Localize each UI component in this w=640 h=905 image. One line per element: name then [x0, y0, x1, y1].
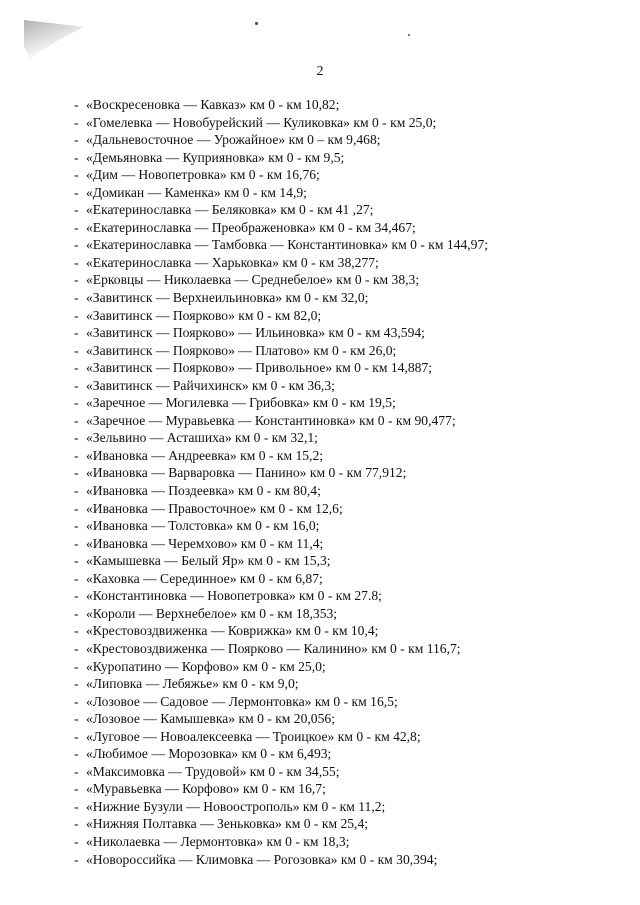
- list-bullet-dash: -: [74, 518, 79, 534]
- road-entry-text: «Завитинск — Райчихинск» км 0 - км 36,3;: [86, 377, 335, 393]
- road-entry-text: «Ивановка — Толстовка» км 0 - км 16,0;: [86, 518, 320, 534]
- road-entry-text: «Екатеринославка — Тамбовка — Константиновка» км 0 - км 144,97;: [86, 237, 489, 253]
- list-bullet-dash: -: [74, 307, 79, 323]
- list-item: [74, 745, 620, 763]
- road-entry-text: «Каховка — Серединное» км 0 - км 6,87;: [86, 570, 323, 586]
- list-bullet-dash: -: [74, 781, 79, 797]
- road-entry-text: «Крестовоздвиженка — Коврижка» км 0 - км 10,4;: [86, 623, 379, 639]
- list-bullet-dash: -: [74, 851, 79, 867]
- list-item: [74, 833, 620, 851]
- list-bullet-dash: -: [74, 676, 79, 692]
- list-bullet-dash: -: [74, 535, 79, 551]
- list-bullet-dash: -: [74, 412, 79, 428]
- road-entry-text: «Демьяновка — Куприяновка» км 0 - км 9,5;: [86, 149, 345, 165]
- road-entry-text: «Заречное — Муравьевка — Константиновка» км 0 - км 90,477;: [86, 412, 456, 428]
- list-item: [74, 131, 620, 149]
- road-entry-text: «Ивановка — Поздеевка» км 0 - км 80,4;: [86, 483, 321, 499]
- list-item: [74, 552, 620, 570]
- road-list: [74, 96, 620, 868]
- road-entry-text: «Ивановка — Правосточное» км 0 - км 12,6;: [86, 500, 343, 516]
- road-entry-text: «Муравьевка — Корфово» км 0 - км 16,7;: [86, 781, 326, 797]
- list-item: [74, 447, 620, 465]
- list-item: [74, 763, 620, 781]
- list-item: [74, 201, 620, 219]
- road-entry-text: «Луговое — Новоалексеевка — Троицкое» км 0 - км 42,8;: [86, 728, 421, 744]
- list-item: [74, 640, 620, 658]
- road-entry-text: «Зельвино — Асташиха» км 0 - км 32,1;: [86, 430, 318, 446]
- list-bullet-dash: -: [74, 395, 79, 411]
- list-bullet-dash: -: [74, 290, 79, 306]
- list-bullet-dash: -: [74, 132, 79, 148]
- list-item: [74, 622, 620, 640]
- list-bullet-dash: -: [74, 360, 79, 376]
- list-item: [74, 96, 620, 114]
- list-item: [74, 570, 620, 588]
- list-item: [74, 359, 620, 377]
- list-item: [74, 815, 620, 833]
- road-entry-text: «Лозовое — Садовое — Лермонтовка» км 0 - км 16,5;: [86, 693, 398, 709]
- road-entry-text: «Завитинск — Поярково» км 0 - км 82,0;: [86, 307, 322, 323]
- list-bullet-dash: -: [74, 605, 79, 621]
- road-entry-text: «Новороссийка — Климовка — Рогозовка» км 0 - км 30,394;: [86, 851, 438, 867]
- list-bullet-dash: -: [74, 237, 79, 253]
- list-item: [74, 166, 620, 184]
- road-entry-text: «Ивановка — Андреевка» км 0 - км 15,2;: [86, 447, 324, 463]
- list-bullet-dash: -: [74, 447, 79, 463]
- list-bullet-dash: -: [74, 746, 79, 762]
- scan-artifact: [24, 20, 84, 58]
- list-item: [74, 517, 620, 535]
- list-bullet-dash: -: [74, 483, 79, 499]
- list-item: [74, 236, 620, 254]
- list-item: [74, 728, 620, 746]
- list-bullet-dash: -: [74, 377, 79, 393]
- list-item: [74, 289, 620, 307]
- road-entry-text: «Екатеринославка — Харьковка» км 0 - км 38,277;: [86, 254, 379, 270]
- list-item: [74, 500, 620, 518]
- list-bullet-dash: -: [74, 254, 79, 270]
- list-item: [74, 482, 620, 500]
- road-entry-text: «Ерковцы — Николаевка — Среднебелое» км 0 - км 38,3;: [86, 272, 420, 288]
- road-entry-text: «Гомелевка — Новобурейский — Куликовка» км 0 - км 25,0;: [86, 114, 437, 130]
- list-item: [74, 851, 620, 869]
- scan-speck: [408, 34, 410, 36]
- list-item: [74, 394, 620, 412]
- road-entry-text: «Нижняя Полтавка — Зеньковка» км 0 - км 25,4;: [86, 816, 369, 832]
- list-bullet-dash: -: [74, 184, 79, 200]
- list-item: [74, 710, 620, 728]
- list-bullet-dash: -: [74, 553, 79, 569]
- road-entry-text: «Дальневосточное — Урожайное» км 0 – км 9,468;: [86, 132, 381, 148]
- list-item: [74, 307, 620, 325]
- list-item: [74, 798, 620, 816]
- list-item: [74, 324, 620, 342]
- road-entry-text: «Домикан — Каменка» км 0 - км 14,9;: [86, 184, 307, 200]
- list-bullet-dash: -: [74, 570, 79, 586]
- list-item: [74, 535, 620, 553]
- road-entry-text: «Дим — Новопетровка» км 0 - км 16,76;: [86, 167, 320, 183]
- list-item: [74, 412, 620, 430]
- list-bullet-dash: -: [74, 500, 79, 516]
- list-bullet-dash: -: [74, 623, 79, 639]
- road-entry-text: «Куропатино — Корфово» км 0 - км 25,0;: [86, 658, 326, 674]
- list-item: [74, 342, 620, 360]
- list-bullet-dash: -: [74, 693, 79, 709]
- road-entry-text: «Воскресеновка — Кавказ» км 0 - км 10,82;: [86, 97, 340, 112]
- road-entry-text: «Липовка — Лебяжье» км 0 - км 9,0;: [86, 676, 299, 692]
- list-item: [74, 254, 620, 272]
- road-entry-text: «Завитинск — Поярково» — Ильиновка» км 0 - км 43,594;: [86, 325, 425, 341]
- list-bullet-dash: -: [74, 465, 79, 481]
- road-entry-text: «Константиновка — Новопетровка» км 0 - км 27.8;: [86, 588, 382, 604]
- road-entry-text: «Екатеринославка — Преображеновка» км 0 - км 34,467;: [86, 219, 416, 235]
- road-entry-text: «Короли — Верхнебелое» км 0 - км 18,353;: [86, 605, 338, 621]
- list-bullet-dash: -: [74, 219, 79, 235]
- list-item: [74, 587, 620, 605]
- list-bullet-dash: -: [74, 202, 79, 218]
- list-item: [74, 219, 620, 237]
- list-bullet-dash: -: [74, 728, 79, 744]
- list-item: [74, 675, 620, 693]
- road-entry-text: «Любимое — Морозовка» км 0 - км 6,493;: [86, 746, 332, 762]
- list-bullet-dash: -: [74, 798, 79, 814]
- road-entry-text: «Екатеринославка — Беляковка» км 0 - км 41 ,27;: [86, 202, 374, 218]
- list-item: [74, 184, 620, 202]
- road-entry-text: «Ивановка — Черемхово» км 0 - км 11,4;: [86, 535, 324, 551]
- road-entry-text: «Камышевка — Белый Яр» км 0 - км 15,3;: [86, 553, 331, 569]
- road-entry-text: «Лозовое — Камышевка» км 0 - км 20,056;: [86, 711, 335, 727]
- page-number: 2: [316, 64, 324, 79]
- list-bullet-dash: -: [74, 711, 79, 727]
- list-bullet-dash: -: [74, 816, 79, 832]
- list-bullet-dash: -: [74, 272, 79, 288]
- list-bullet-dash: -: [74, 430, 79, 446]
- list-bullet-dash: -: [74, 167, 79, 183]
- road-entry-text: «Николаевка — Лермонтовка» км 0 - км 18,3;: [86, 833, 350, 849]
- list-bullet-dash: -: [74, 588, 79, 604]
- list-bullet-dash: -: [74, 149, 79, 165]
- list-item: [74, 658, 620, 676]
- list-item: [74, 429, 620, 447]
- list-item: [74, 149, 620, 167]
- list-item: [74, 605, 620, 623]
- road-entry-text: «Завитинск — Поярково» — Платово» км 0 - км 26,0;: [86, 342, 397, 358]
- list-bullet-dash: -: [74, 658, 79, 674]
- list-bullet-dash: -: [74, 640, 79, 656]
- list-item: [74, 114, 620, 132]
- road-entry-text: «Завитинск — Поярково» — Привольное» км 0 - км 14,887;: [86, 360, 433, 376]
- road-entry-text: «Заречное — Могилевка — Грибовка» км 0 - км 19,5;: [86, 395, 396, 411]
- list-item: [74, 464, 620, 482]
- list-bullet-dash: -: [74, 325, 79, 341]
- list-bullet-dash: -: [74, 114, 79, 130]
- list-bullet-dash: -: [74, 763, 79, 779]
- road-entry-text: «Нижние Бузули — Новоострополь» км 0 - км 11,2;: [86, 798, 386, 814]
- list-item: [74, 271, 620, 289]
- road-entry-text: «Крестовоздвиженка — Поярково — Калинино» км 0 - км 116,7;: [86, 640, 461, 656]
- list-item: [74, 780, 620, 798]
- list-item: [74, 693, 620, 711]
- road-entry-text: «Завитинск — Верхнеильиновка» км 0 - км 32,0;: [86, 290, 369, 306]
- road-entry-text: «Ивановка — Варваровка — Панино» км 0 - км 77,912;: [86, 465, 407, 481]
- list-bullet-dash: -: [74, 97, 79, 112]
- list-bullet-dash: -: [74, 342, 79, 358]
- scan-speck: [255, 22, 258, 25]
- list-item: [74, 377, 620, 395]
- road-entry-text: «Максимовка — Трудовой» км 0 - км 34,55;: [86, 763, 340, 779]
- list-bullet-dash: -: [74, 833, 79, 849]
